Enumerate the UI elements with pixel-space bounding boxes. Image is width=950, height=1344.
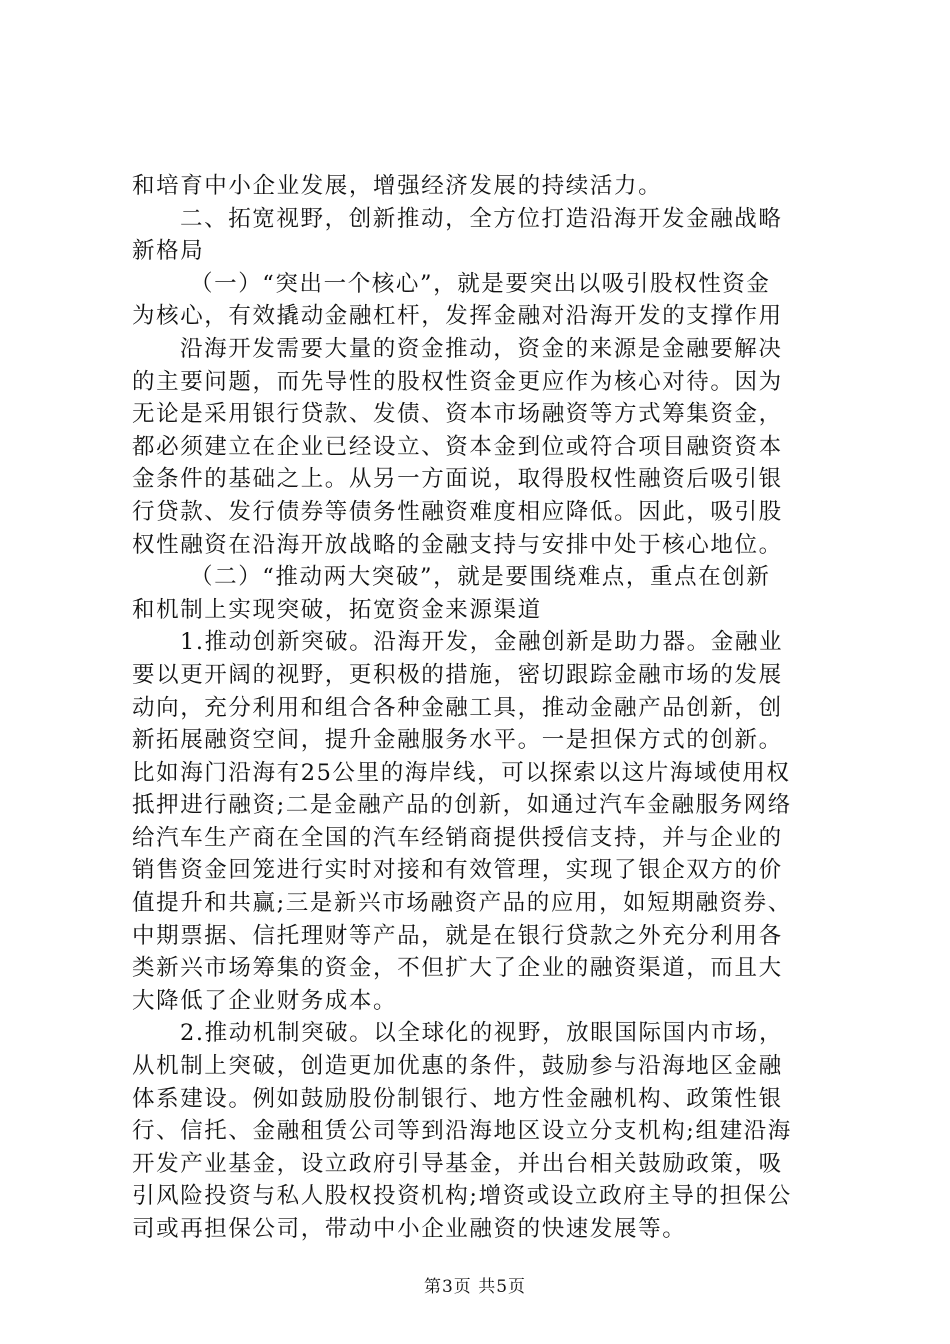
paragraph-start: 沿海开发需要大量的资金推动，资金的来源是金融要解决	[180, 335, 783, 362]
text-line: 比如海门沿海有25公里的海岸线，可以探索以这片海域使用权	[132, 759, 791, 786]
subsection-heading-cont: 为核心，有效撬动金融杠杆，发挥金融对沿海开发的支撑作用	[132, 303, 783, 330]
text-line: 动向，充分利用和组合各种金融工具，推动金融产品创新，创	[132, 694, 783, 721]
text-line: 司或再担保公司，带动中小企业融资的快速发展等。	[132, 1216, 687, 1242]
text-line: 抵押进行融资;二是金融产品的创新，如通过汽车金融服务网络	[132, 792, 792, 819]
text-line: 给汽车生产商在全国的汽车经销商提供授信支持，并与企业的	[132, 824, 783, 851]
text-line: 值提升和共赢;三是新兴市场融资产品的应用，如短期融资券、	[132, 890, 792, 917]
text-line: 新拓展融资空间，提升金融服务水平。一是担保方式的创新。	[132, 727, 783, 754]
text-line: 行贷款、发行债券等债务性融资难度相应降低。因此，吸引股	[132, 498, 783, 525]
text-line: 体系建设。例如鼓励股份制银行、地方性金融机构、政策性银	[132, 1085, 783, 1112]
text-line: 的主要问题，而先导性的股权性资金更应作为核心对待。因为	[132, 368, 783, 395]
text-line: 引风险投资与私人股权投资机构;增资或设立政府主导的担保公	[132, 1183, 792, 1210]
text-line: 类新兴市场筹集的资金，不但扩大了企业的融资渠道，而且大	[132, 955, 783, 982]
page-number-footer: 第3页 共5页	[423, 1277, 527, 1297]
text-line: 金条件的基础之上。从另一方面说，取得股权性融资后吸引银	[132, 466, 783, 493]
text-line: 大降低了企业财务成本。	[132, 987, 398, 1014]
text-line: 从机制上突破，创造更加优惠的条件，鼓励参与沿海地区金融	[132, 1053, 783, 1080]
text-line: 和培育中小企业发展，增强经济发展的持续活力。	[132, 173, 663, 199]
subsection-heading-cont: 和机制上实现突破，拓宽资金来源渠道	[132, 596, 542, 623]
text-line: 开发产业基金，设立政府引导基金，并出台相关鼓励政策，吸	[132, 1150, 783, 1177]
paragraph-start: 2.推动机制突破。以全球化的视野，放眼国际国内市场，	[180, 1020, 784, 1047]
text-line: 权性融资在沿海开放战略的金融支持与安排中处于核心地位。	[132, 531, 783, 558]
text-line: 中期票据、信托理财等产品，就是在银行贷款之外充分利用各	[132, 922, 783, 949]
section-heading-cont: 新格局	[132, 238, 205, 265]
subsection-heading: （二）“推动两大突破”，就是要围绕难点，重点在创新	[190, 564, 771, 591]
section-heading: 二、拓宽视野，创新推动，全方位打造沿海开发金融战略	[180, 205, 783, 232]
text-line: 行、信托、金融租赁公司等到沿海地区设立分支机构;组建沿海	[132, 1118, 792, 1145]
text-line: 无论是采用银行贷款、发债、资本市场融资等方式筹集资金，	[132, 401, 783, 428]
text-line: 销售资金回笼进行实时对接和有效管理，实现了银企双方的价	[132, 857, 783, 884]
text-line: 要以更开阔的视野，更积极的措施，密切跟踪金融市场的发展	[132, 661, 783, 688]
body-text	[132, 170, 832, 1246]
text-line: 都必须建立在企业已经设立、资本金到位或符合项目融资资本	[132, 433, 783, 460]
subsection-heading: （一）“突出一个核心”，就是要突出以吸引股权性资金	[190, 270, 771, 297]
paragraph-start: 1.推动创新突破。沿海开发，金融创新是助力器。金融业	[180, 629, 784, 656]
